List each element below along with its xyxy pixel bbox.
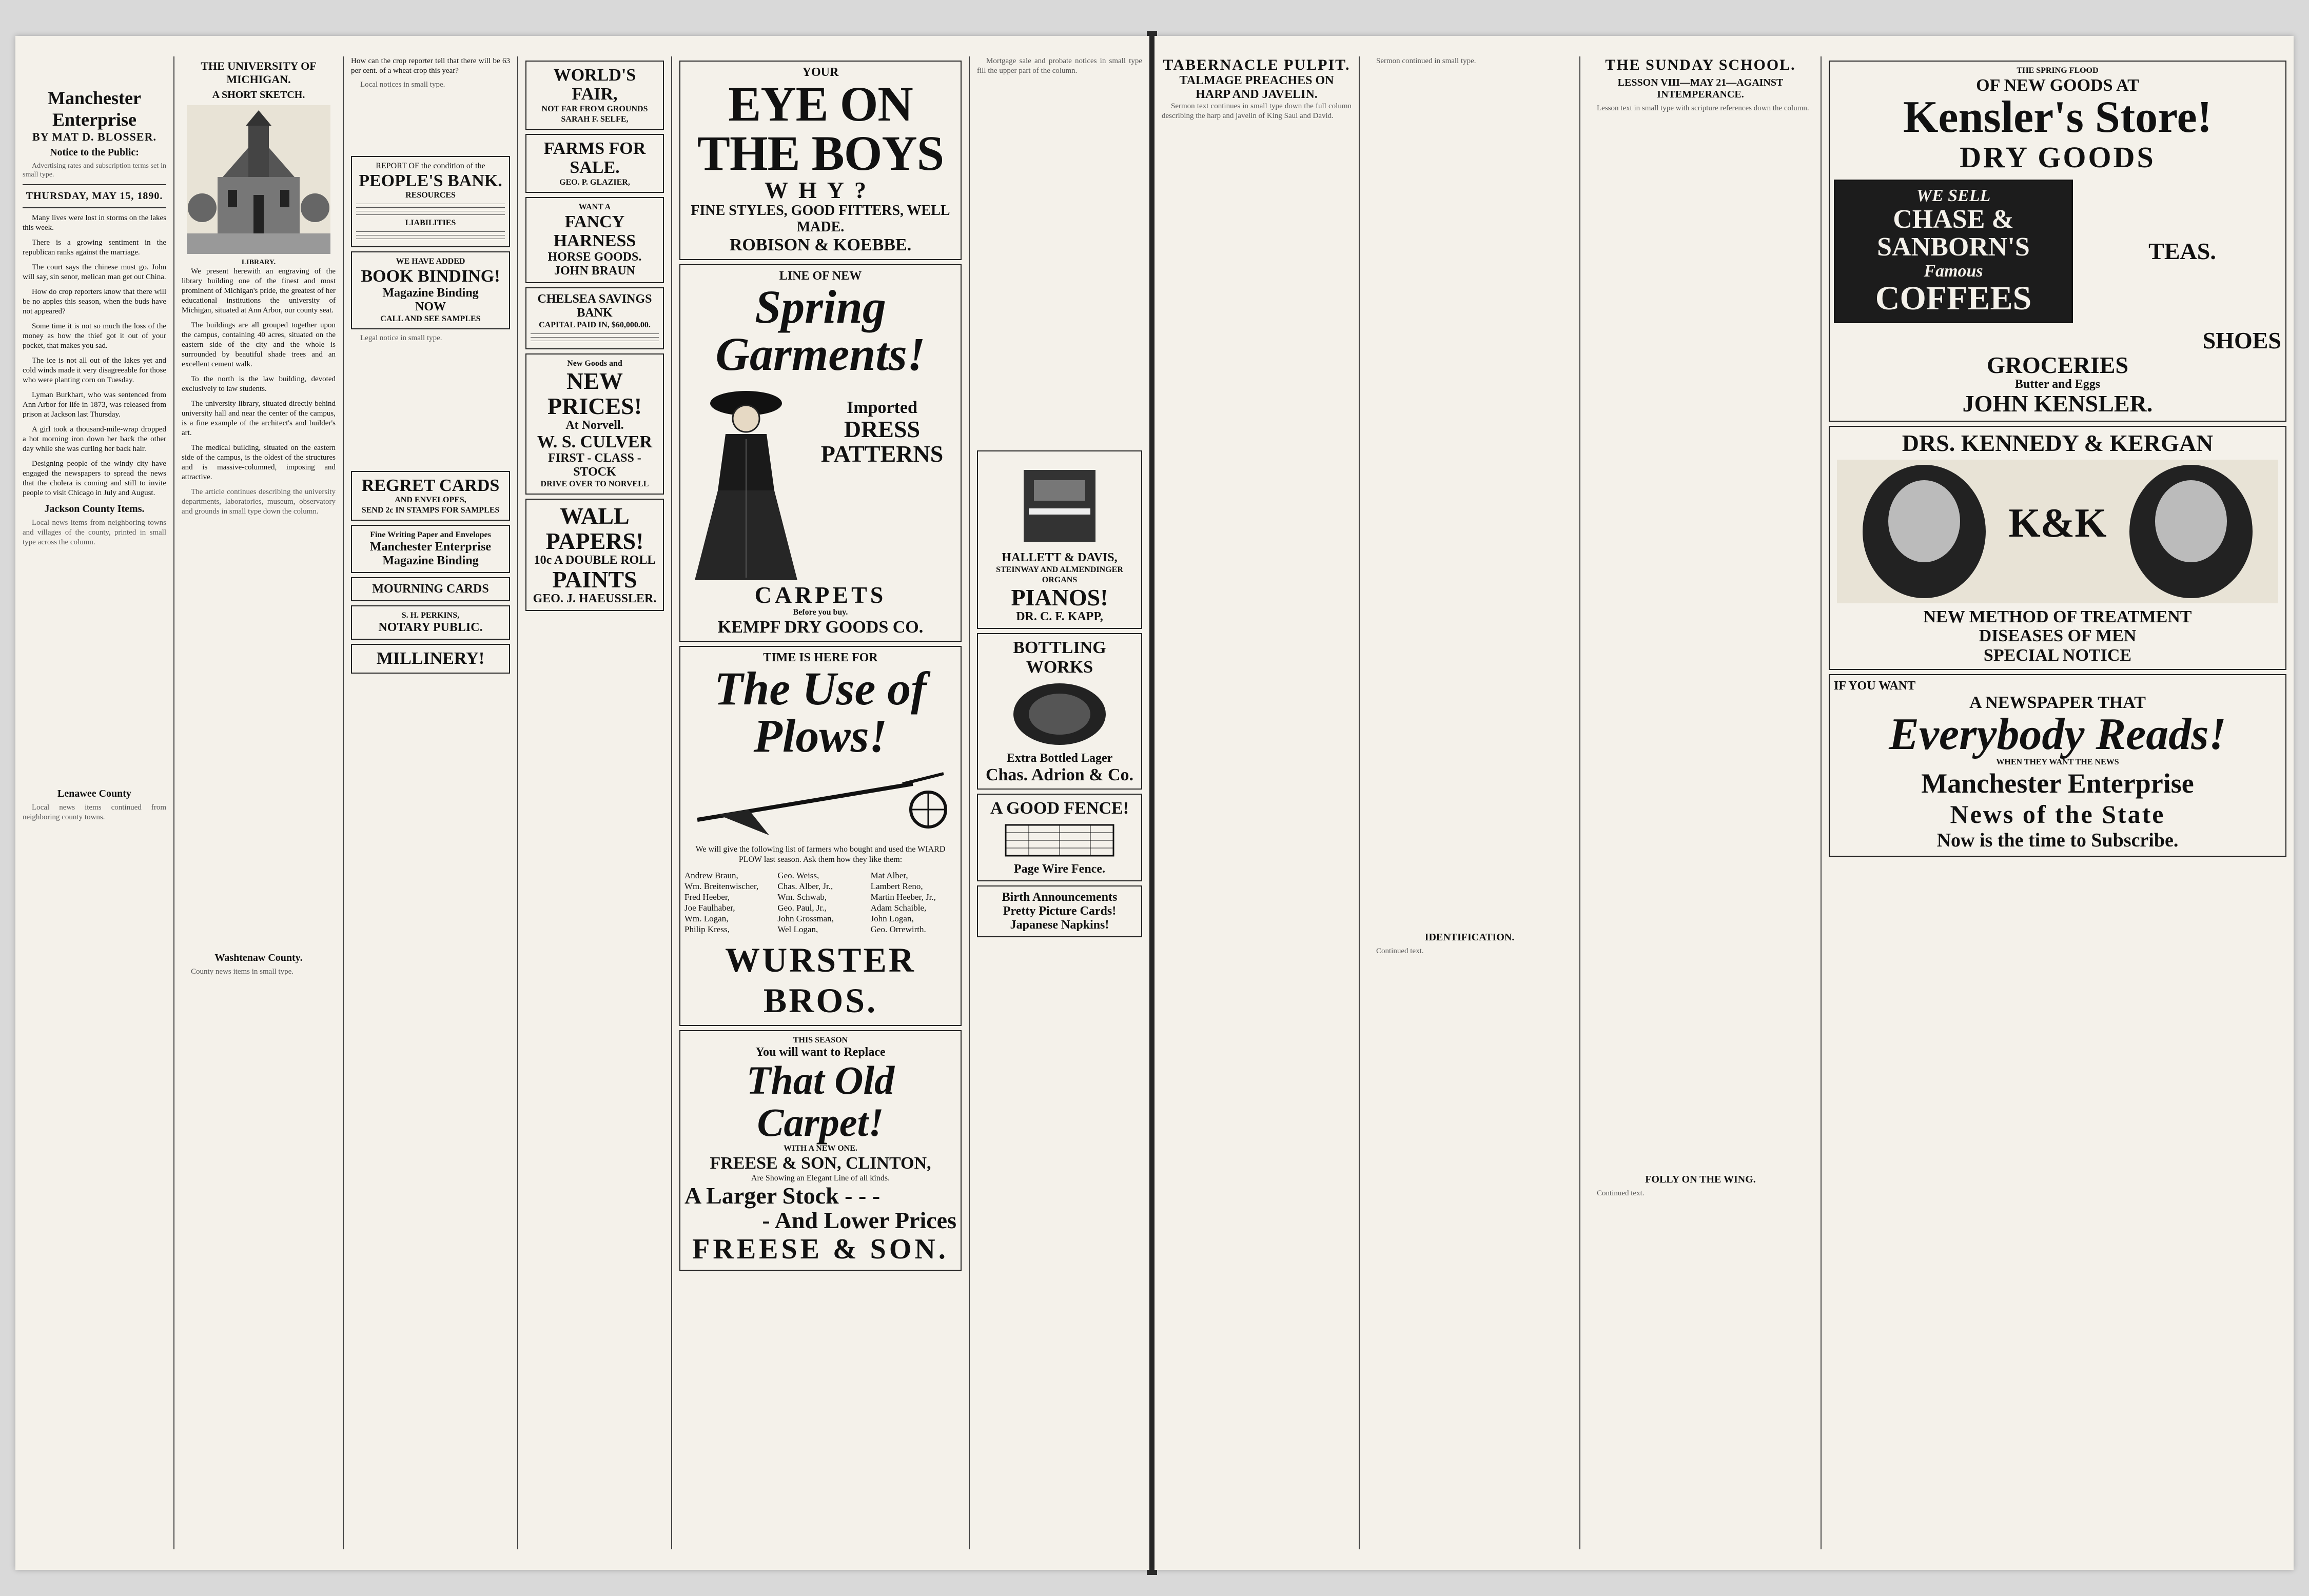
section-heading: Lenawee County — [57, 788, 131, 799]
image-caption: LIBRARY. — [241, 259, 276, 266]
library-engraving — [187, 105, 330, 254]
spring-garments-ad: LINE OF NEW Spring Garments! Imported DRESS PATTERNS CARPETS Before you buy. KEMPF DRY GOODS CO. — [679, 264, 962, 642]
crop-note: How can the crop reporter tell that there will be 63 per cent. of a wheat crop this year? — [351, 57, 510, 75]
left-col-3: How can the crop reporter tell that there will be 63 per cent. of a wheat crop this year? Local notices in small type. REPORT OF the condition of the PEOPLE'S BANK. RESOURCES LIABILITIES WE HAVE ADDED BOOK BINDING! Magazine Binding NOW CALL AND SEE SAMPLES Legal notice in small type. REGRET CARDS AND ENVELOPES, SEND 2c IN STAMPS FOR SAMPLES Fine Writing Paper and Envelopes Manchester Enterprise Magazine Binding MOURNING CARDS S. H. PERKINS, NOTARY PUBLIC. MILLINERY! — [344, 56, 518, 1549]
lady-illustration — [684, 378, 808, 583]
sermon-subtitle: TALMAGE PREACHES ON HARP AND JAVELIN. — [1179, 74, 1334, 101]
paragraph: Designing people of the windy city have engaged the newspapers to spread the news that the cholera is coming and still to invite people to visit Chicago in July and August. — [23, 460, 166, 497]
eye-on-boys-ad: YOUR EYE ON THE BOYS WHY? FINE STYLES, GOOD FITTERS, WELL MADE. ROBISON & KOEBBE. — [679, 61, 962, 260]
section-heading: FOLLY ON THE WING. — [1645, 1174, 1756, 1185]
issue-date: THURSDAY, MAY 15, 1890. — [26, 190, 163, 202]
enterprise-subscribe-ad: IF YOU WANT A NEWSPAPER THAT Everybody Reads! WHEN THEY WANT THE NEWS Manchester Enterprise News of the State Now is the time to Subscribe. — [1829, 674, 2286, 857]
carpet-ad: THIS SEASON You will want to Replace That Old Carpet! WITH A NEW ONE. FREESE & SON, CLINTON, Are Showing an Elegant Line of all kinds. A Larger Stock - - - - And Lower Prices FREESE & SON. — [679, 1030, 962, 1271]
notice-text: Advertising rates and subscription terms set in small type. — [23, 162, 166, 179]
right-col-1 — [1154, 56, 1360, 1549]
coffee-logo: WE SELL CHASE & SANBORN'S Famous COFFEES — [1834, 180, 2073, 323]
fence-illustration — [1003, 822, 1116, 858]
paragraph: Lyman Burkhart, who was sentenced from Ann Arbor for life in 1873, was released from prison at Jackson last Thursday. — [23, 391, 166, 419]
lesson-heading: LESSON VIII—MAY 21—AGAINST INTEMPERANCE. — [1617, 77, 1784, 100]
left-col-6 — [970, 56, 1149, 1549]
article-body — [182, 267, 336, 482]
writing-paper-ad: Fine Writing Paper and Envelopes Manchester Enterprise Magazine Binding — [351, 525, 510, 573]
norvell-ad: New Goods and NEW PRICES! At Norvell. W. S. CULVER FIRST - CLASS - STOCK DRIVE OVER TO NORVELL — [525, 353, 664, 495]
organ-illustration — [1008, 460, 1111, 547]
article-title: THE UNIVERSITY OF MICHIGAN. — [201, 60, 317, 86]
millinery-ad: MILLINERY! — [351, 644, 510, 673]
regret-cards-ad: REGRET CARDS AND ENVELOPES, SEND 2c IN STAMPS FOR SAMPLES — [351, 471, 510, 521]
left-col-4 — [518, 56, 672, 1549]
paragraph: A girl took a thousand-mile-wrap dropped a hot morning iron down her back the other day while she was curling her back hair. — [23, 425, 166, 453]
paragraph: The buildings are all grouped together upon the campus, containing 40 acres, situated on the eastern side of the city and the whole is surrounded by beautiful shade trees and an excellent cement walk. — [182, 321, 336, 368]
paragraph: Many lives were lost in storms on the lakes this week. — [23, 214, 166, 232]
left-col-1 — [15, 56, 174, 1549]
plows-ad: TIME IS HERE FOR The Use of Plows! We will give the following list of farmers who bought and used the WIARD PLOW last season. Ask them how they like them: Andrew Braun, Geo. Weiss, Mat Alber, Wm. Breitenwischer, Chas. Alber, Jr., Lambert Reno, Fred Heeber, Wm. Schwab, Martin Heeber, Jr., Joe Faulhaber, Geo. Paul, Jr., Adam Schaible, Wm. Logan, John Grossman, John Logan, Philip Kress, Wel Logan, Geo. Orrewirth. WURSTER BROS. — [679, 646, 962, 1026]
svg-text:K&K: K&K — [2008, 500, 2107, 546]
book-binding-ad: WE HAVE ADDED BOOK BINDING! Magazine Binding NOW CALL AND SEE SAMPLES — [351, 251, 510, 329]
farms-ad: FARMS FOR SALE. GEO. P. GLAZIER, — [525, 134, 664, 193]
right-page — [1154, 36, 2294, 1570]
paragraph: The university library, situated directly behind university hall and near the center of the campus, is a fine example of the architect's and builder's art. — [182, 400, 336, 437]
section-heading: IDENTIFICATION. — [1424, 932, 1515, 943]
savings-bank-ad: CHELSEA SAVINGS BANK CAPITAL PAID IN, $60,000.00. — [525, 287, 664, 349]
mourning-cards-ad: MOURNING CARDS — [351, 577, 510, 601]
fence-ad: A GOOD FENCE! Page Wire Fence. — [977, 794, 1142, 881]
paragraph: To the north is the law building, devoted exclusively to law students. — [182, 375, 336, 393]
worlds-fair-ad: WORLD'S FAIR, NOT FAR FROM GROUNDS SARAH F. SELFE, — [525, 61, 664, 130]
right-col-4 — [1822, 56, 2294, 1549]
right-col-2: Sermon continued in small type. IDENTIFICATION. Continued text. — [1360, 56, 1580, 1549]
paragraph: Some time it is not so much the loss of the money as how the thief got it out of your pocket, that makes you sad. — [23, 322, 166, 350]
plow-illustration — [687, 763, 954, 840]
left-page — [15, 36, 1149, 1570]
paragraph: The ice is not all out of the lakes yet and cold winds made it very disagreeable for those who were planting corn on Tuesday. — [23, 357, 166, 384]
sunday-school-title: THE SUNDAY SCHOOL. — [1605, 56, 1796, 73]
editorial-paragraphs — [23, 213, 166, 498]
paragraph: The court says the chinese must go. John will say, sin senor, melican man get out China. — [23, 263, 166, 281]
section-body: Local news items continued from neighboring county towns. — [23, 803, 166, 821]
bank-report-ad: REPORT OF the condition of the PEOPLE'S BANK. RESOURCES LIABILITIES — [351, 156, 510, 247]
sermon-continued: Sermon continued in small type. — [1376, 57, 1476, 65]
section-heading: Washtenaw County. — [214, 952, 303, 963]
left-col-2: THE UNIVERSITY OF MICHIGAN. A SHORT SKETCH. LIBRARY. We present herewith an engraving of the library building one of the finest and most prominent of Michigan's pride, the greatest of her educational institutions the university of Michigan, situated at Ann Arbor, our county seat. The buildings are all grouped together upon the campus, containing 40 acres, situated on the eastern side of the city and the whole is surrounded by beautiful shade trees and an excellent cement walk. To the north is the law building, devoted exclusively to law students. The university library, situated directly behind university hall and near the center of the campus, is a fine example of the architect's and builder's art. The medical building, situated on the eastern side of the campus, is the oldest of the structures and is massive-columned, imposing and attractive. The article continues describing the university departments, laboratories, museum, observatory and grounds in small type down the column. Washtenaw County. County news items in small type. — [174, 56, 344, 1549]
legal-notices: Mortgage sale and probate notices in small type fill the upper part of the column. — [977, 57, 1142, 75]
notary-ad: S. H. PERKINS, NOTARY PUBLIC. — [351, 605, 510, 640]
farmer-names: Andrew Braun, Geo. Weiss, Mat Alber, Wm. Breitenwischer, Chas. Alber, Jr., Lambert Reno, Fred Heeber, Wm. Schwab, Martin Heeber, Jr., Joe Faulhaber, Geo. Paul, Jr., Adam Schaible, Wm. Logan, John Grossman, John Logan, Philip Kress, Wel Logan, Geo. Orrewirth. — [684, 871, 936, 935]
kensler-ad: THE SPRING FLOOD OF NEW GOODS AT Kensler's Store! DRY GOODS WE SELL CHASE & SANBORN'S Famous COFFEES TEAS. SHOES GROCERIES Butter and Eggs JOHN KENSLER. — [1829, 61, 2286, 422]
barrel-illustration — [1008, 681, 1111, 747]
paragraph: The medical building, situated on the eastern side of the campus, is the oldest of the structures and is massive-columned, imposing and attractive. — [182, 444, 336, 481]
right-col-3: THE SUNDAY SCHOOL. LESSON VIII—MAY 21—AGAINST INTEMPERANCE. Lesson text in small type with scripture references down the column. FOLLY ON THE WING. Continued text. — [1580, 56, 1822, 1549]
article-subtitle: A SHORT SKETCH. — [212, 89, 305, 101]
harness-ad: WANT A FANCY HARNESS HORSE GOODS. JOHN BRAUN — [525, 197, 664, 284]
masthead: Manchester Enterprise — [48, 88, 141, 130]
section-body: Local news items from neighboring towns and villages of the county, printed in small type across the column. — [23, 519, 166, 546]
announcements-ad: Birth Announcements Pretty Picture Cards! Japanese Napkins! — [977, 885, 1142, 937]
sermon-body: Sermon text continues in small type down the full column describing the harp and javelin of King Saul and David. — [1162, 102, 1352, 120]
lesson-body: Lesson text in small type with scripture references down the column. — [1597, 104, 1809, 112]
wall-paper-ad: WALL PAPERS! 10c A DOUBLE ROLL PAINTS GEO. J. HAEUSSLER. — [525, 499, 664, 611]
notice-title: Notice to the Public: — [50, 147, 139, 158]
left-col-5 — [672, 56, 970, 1549]
organ-ad: HALLETT & DAVIS, STEINWAY AND ALMENDINGER ORGANS PIANOS! DR. C. F. KAPP, — [977, 450, 1142, 629]
bottling-ad: BOTTLING WORKS Extra Bottled Lager Chas. Adrion & Co. — [977, 633, 1142, 790]
paragraph: How do crop reporters know that there will be no apples this season, when the buds have not appeared? — [23, 288, 166, 316]
doctors-portraits — [1837, 460, 2278, 603]
byline: BY MAT D. BLOSSER. — [32, 130, 156, 143]
section-heading: Jackson County Items. — [44, 503, 145, 515]
sermon-title: TABERNACLE PULPIT. — [1163, 56, 1351, 73]
paragraph: We present herewith an engraving of the library building one of the finest and most prominent of Michigan's pride, the greatest of her educational institutions the university of Michigan, situated at Ann Arbor, our county seat. — [182, 267, 336, 314]
paragraph: There is a growing sentiment in the republican ranks against the marriage. — [23, 239, 166, 257]
doctors-ad: DRS. KENNEDY & KERGAN K&K NEW METHOD OF TREATMENT DISEASES OF MEN SPECIAL NOTICE — [1829, 426, 2286, 670]
